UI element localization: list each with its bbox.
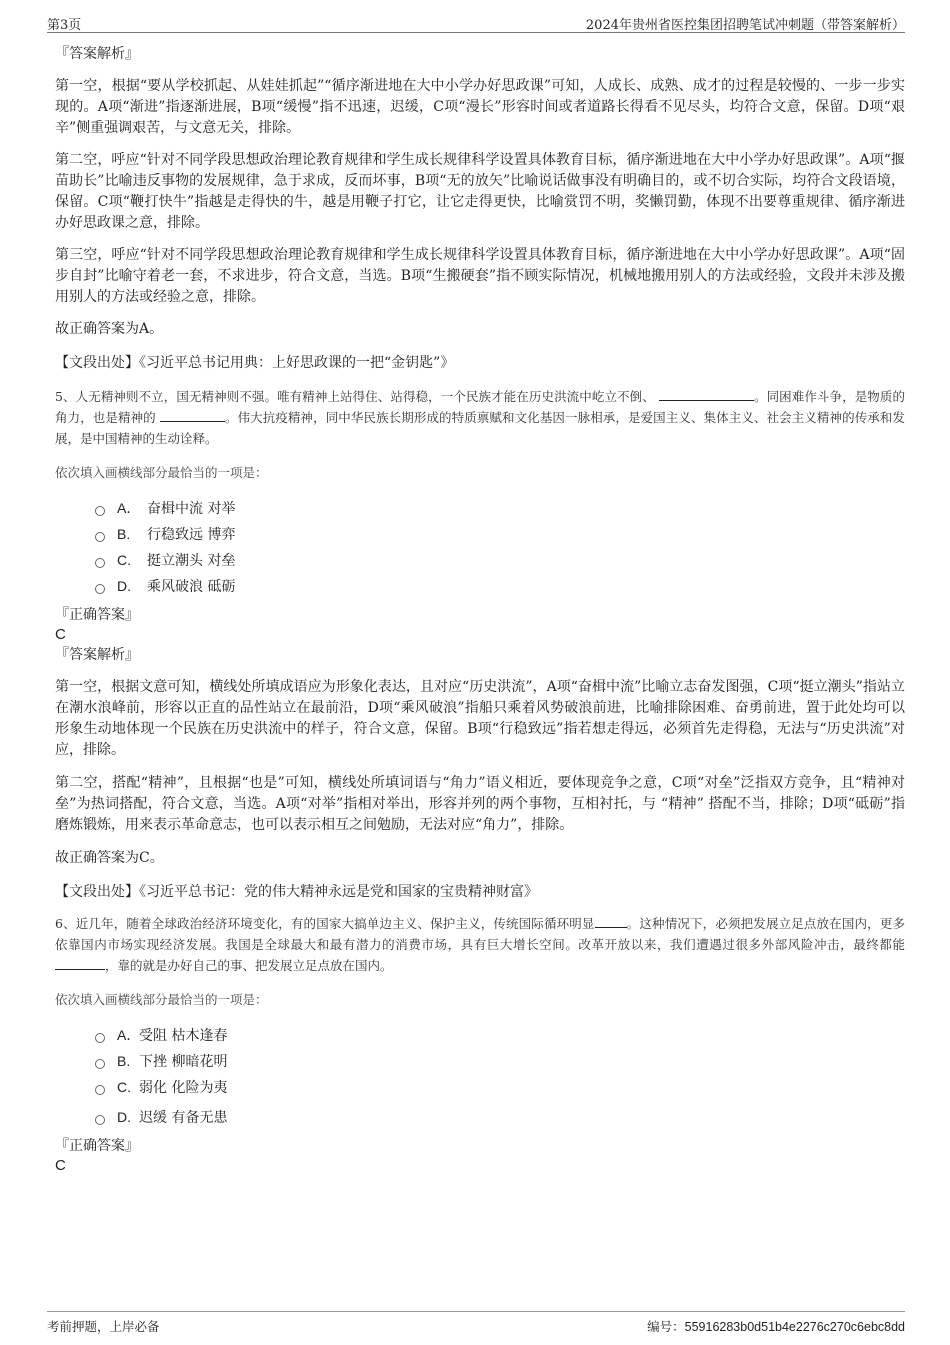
question-5-analysis-label: 『答案解析』 bbox=[55, 647, 139, 663]
prev-source: 【文段出处】《习近平总书记用典：上好思政课的一把“金钥匙”》 bbox=[55, 355, 455, 371]
question-5-blank-2 bbox=[160, 407, 225, 422]
question-6-correct-label: 『正确答案』 bbox=[55, 1138, 139, 1154]
question-5-source: 【文段出处】《习近平总书记：党的伟大精神永远是党和国家的宝贵精神财富》 bbox=[55, 884, 538, 900]
question-5-option-d[interactable] bbox=[95, 573, 905, 599]
prev-analysis-paragraph: 第一空，根据“要从学校抓起、从娃娃抓起”“循序渐进地在大中小学办好思政课”可知，人成长、成熟、成才的过程是较慢的、一步一步实现的。A项“渐进”指逐渐进展，B项“缓慢”指不迅速，迟缓，C项“漫长”形容时间或者道路长得看不见尽头，均符合文意，保留。D项“艰辛”侧重强调艰苦，与文意无关，排除。 bbox=[55, 78, 905, 136]
page-content bbox=[55, 40, 905, 1176]
option-text: 受阻 枯木逢春 bbox=[139, 1028, 228, 1044]
prev-analysis-label: 『答案解析』 bbox=[55, 46, 139, 62]
question-6-option-b[interactable] bbox=[95, 1048, 905, 1074]
question-5-option-c[interactable] bbox=[95, 547, 905, 573]
option-text: 奋楫中流 对举 bbox=[147, 501, 236, 517]
question-6-option-d[interactable] bbox=[95, 1104, 905, 1130]
question-5-text bbox=[55, 386, 905, 449]
question-6-part-1: 6、近几年，随着全球政治经济环境变化，有的国家大搞单边主义、保护主义，传统国际循环明显 bbox=[55, 916, 595, 931]
radio-icon[interactable] bbox=[95, 1059, 105, 1069]
page-footer bbox=[47, 1311, 905, 1336]
question-6-blank-1 bbox=[595, 913, 627, 928]
footer-slogan: 考前押题，上岸必备 bbox=[47, 1319, 160, 1334]
question-5-part-2: 。同困难作斗争，是物质的角力，也是精神的 bbox=[55, 389, 905, 425]
question-5-correct-answer: C bbox=[55, 626, 66, 643]
radio-icon[interactable] bbox=[95, 506, 105, 516]
radio-icon[interactable] bbox=[95, 1085, 105, 1095]
radio-icon[interactable] bbox=[95, 1115, 105, 1125]
option-text: 迟缓 有备无患 bbox=[139, 1110, 228, 1126]
question-6-part-2: 。这种情况下，必须把发展立足点放在国内，更多依靠国内市场实现经济发展。我国是全球最大和最有潜力的消费市场，具有巨大增长空间。改革开放以来，我们遭遇过很多外部风险冲击，最终都能 bbox=[55, 916, 905, 952]
option-letter: D. bbox=[117, 1109, 131, 1125]
radio-icon[interactable] bbox=[95, 558, 105, 568]
question-5-part-1: 5、人无精神则不立，国无精神则不强。唯有精神上站得住、站得稳，一个民族才能在历史洪流中屹立不倒、 bbox=[55, 389, 655, 404]
question-6-instruction: 依次填入画横线部分最恰当的一项是： bbox=[55, 992, 268, 1007]
radio-icon[interactable] bbox=[95, 1033, 105, 1043]
prev-answer-conclusion: 故正确答案为A。 bbox=[55, 321, 164, 337]
radio-icon[interactable] bbox=[95, 532, 105, 542]
question-5-option-b[interactable] bbox=[95, 521, 905, 547]
option-letter: C. bbox=[117, 1079, 131, 1095]
footer-code bbox=[647, 1317, 905, 1335]
footer-code-value: 55916283b0d51b4e2276c270c6ebc8dd bbox=[684, 1320, 905, 1334]
option-letter: D. bbox=[117, 578, 131, 594]
radio-icon[interactable] bbox=[95, 584, 105, 594]
question-5-option-a[interactable] bbox=[95, 495, 905, 521]
question-6-option-c[interactable] bbox=[95, 1074, 905, 1100]
question-5-analysis-paragraph: 第二空，搭配“精神”，且根据“也是”可知，横线处所填词语与“角力”语义相近，要体现竞争之意，C项“对垒”泛指双方竞争，且“精神对垒”为热词搭配，符合文意，当选。A项“对举”指相对举出，形容并列的两个事物，互相衬托，与 “精神” 搭配不当，排除；D项“砥砺”指磨炼锻炼，用来表示革命意志，也可以表示相互之间勉励，无法对应“角力”，排除。 bbox=[55, 775, 905, 833]
footer-code-label: 编号： bbox=[647, 1319, 685, 1334]
question-5-options bbox=[55, 495, 905, 599]
option-letter: A． bbox=[117, 500, 141, 516]
question-6-options bbox=[55, 1022, 905, 1130]
question-5-correct-label: 『正确答案』 bbox=[55, 607, 139, 623]
question-5-instruction: 依次填入画横线部分最恰当的一项是： bbox=[55, 465, 268, 480]
option-letter: B. bbox=[117, 526, 131, 542]
question-5-blank-1 bbox=[659, 386, 754, 401]
option-letter: A． bbox=[117, 1027, 141, 1043]
question-6-blank-2 bbox=[55, 955, 105, 970]
option-text: 弱化 化险为夷 bbox=[139, 1080, 228, 1096]
option-letter: B. bbox=[117, 1053, 131, 1069]
prev-analysis-paragraph: 第三空，呼应“针对不同学段思想政治理论教育规律和学生成长规律科学设置具体教育目标，循序渐进地在大中小学办好思政课”。A项“固步自封”比喻守着老一套，不求进步，符合文意，当选。B项“生搬硬套”指不顾实际情况，机械地搬用别人的方法或经验，文段并未涉及搬用别人的方法或经验之意，排除。 bbox=[55, 247, 905, 305]
option-letter: C. bbox=[117, 552, 131, 568]
prev-analysis-paragraph: 第二空，呼应“针对不同学段思想政治理论教育规律和学生成长规律科学设置具体教育目标，循序渐进地在大中小学办好思政课”。A项“揠苗助长”比喻违反事物的发展规律，急于求成，反而坏事，B项“无的放矢”比喻说话做事没有明确目的，或不切合实际，均符合文段语境，保留。C项“鞭打快牛”指越是走得快的牛，越是用鞭子打它，让它走得更快，比喻赏罚不明，奖懒罚勤，体现不出要尊重规律、循序渐进办好思政课之意，排除。 bbox=[55, 152, 905, 231]
question-5-analysis-paragraph: 第一空，根据文意可知，横线处所填成语应为形象化表达，且对应“历史洪流”，A项“奋楫中流”比喻立志奋发图强，C项“挺立潮头”指站立在潮水浪峰前，形容以正直的品性站立在最前沿，D项“乘风破浪”指船只乘着风势破浪前进，比喻排除困难、奋勇前进，置于此处均可以形象生动地体现一个民族在历史洪流中的样子，符合文意，保留。B项“行稳致远”指若想走得远，必须首先走得稳，无法与“历史洪流”对应，排除。 bbox=[55, 679, 905, 758]
option-text: 行稳致远 博弈 bbox=[147, 527, 236, 543]
page-number: 第3页 bbox=[47, 18, 82, 33]
option-text: 乘风破浪 砥砺 bbox=[147, 579, 236, 595]
question-5-answer-conclusion: 故正确答案为C。 bbox=[55, 850, 164, 866]
question-6-correct-answer: C bbox=[55, 1157, 66, 1174]
option-text: 挺立潮头 对垒 bbox=[147, 553, 236, 569]
page-header bbox=[47, 12, 905, 33]
question-5-part-3: 。伟大抗疫精神，同中华民族长期形成的特质禀赋和文化基因一脉相承，是爱国主义、集体主义、社会主义精神的传承和发展，是中国精神的生动诠释。 bbox=[55, 410, 905, 446]
question-6-option-a[interactable] bbox=[95, 1022, 905, 1048]
question-6-part-3: ，靠的就是办好自己的事、把发展立足点放在国内。 bbox=[105, 958, 393, 973]
document-title: 2024年贵州省医控集团招聘笔试冲刺题（带答案解析） bbox=[585, 18, 905, 33]
option-text: 下挫 柳暗花明 bbox=[139, 1054, 228, 1070]
question-6-text bbox=[55, 913, 905, 976]
